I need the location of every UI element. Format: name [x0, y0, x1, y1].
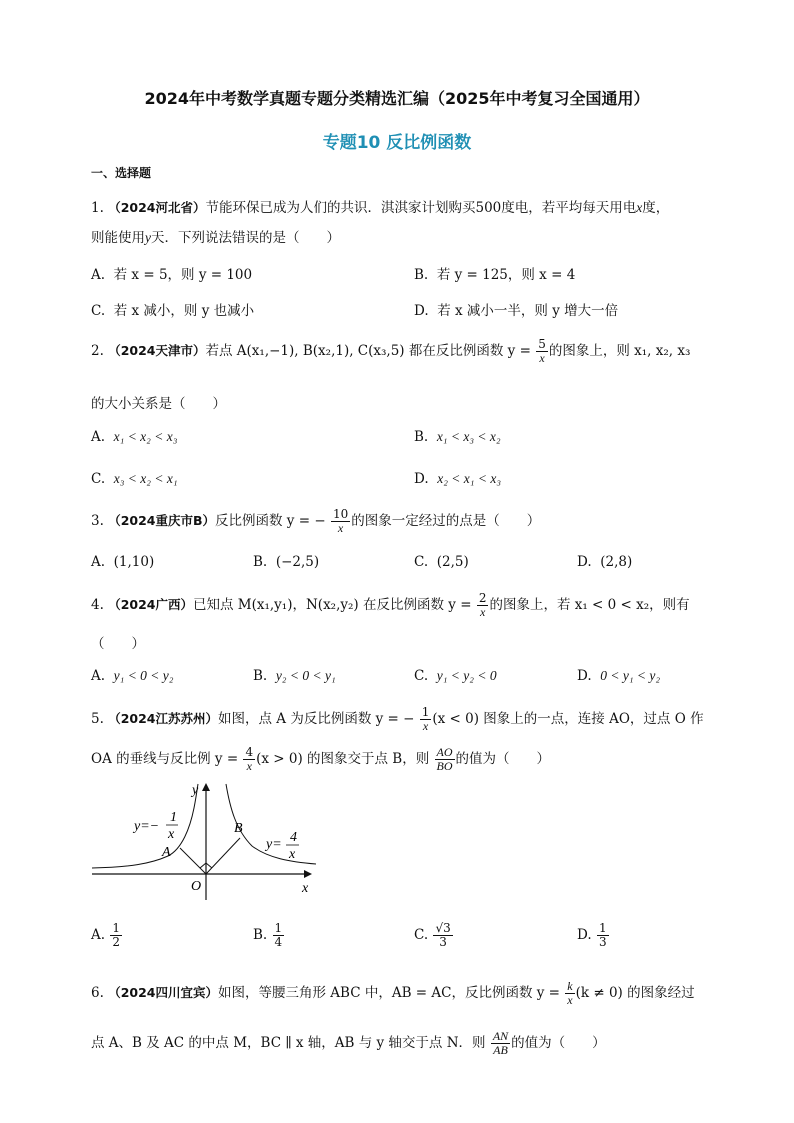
question-1-source: （2024河北省） — [108, 200, 206, 215]
question-2-option-b[interactable]: B. x₁ < x₃ < x₂ — [414, 429, 501, 445]
question-5-option-a[interactable]: A. $\frac{1}{2}$ — [91, 921, 120, 950]
x-axis-arrow — [304, 870, 312, 878]
left-curve-den: x — [168, 827, 175, 842]
segment-ob — [206, 838, 240, 874]
question-4-line-2: （ ） — [91, 636, 145, 652]
question-1-option-b[interactable]: B. 若 y = 125，则 x = 4 — [414, 267, 576, 283]
fraction-10-over-x: $\frac{10}{x}$ — [332, 507, 349, 536]
section-heading: 一、选择题 — [91, 166, 152, 180]
question-5-line-1: 5. （2024江苏苏州）如图，点 A 为反比例函数 y = − $\frac{1}{x}$ (x < 0) 图象上的一点，连接 AO，过点 O 作 — [91, 705, 704, 734]
question-2-option-c[interactable]: C. x₃ < x₂ < x₁ — [91, 471, 178, 487]
page-subtitle: 专题10 反比例函数 — [322, 133, 472, 153]
right-curve-den: x — [289, 847, 296, 862]
question-6-line-2: 点 A、B 及 AC 的中点 M，BC ∥ x 轴，AB 与 y 轴交于点 N．则 $\frac{AN}{AB}$ 的值为（ ） — [91, 1029, 606, 1058]
question-1-option-d[interactable]: D. 若 x 减小一半，则 y 增大一倍 — [414, 303, 619, 319]
fraction-an-over-ab: $\frac{AN}{AB}$ — [492, 1029, 509, 1058]
question-2-source: （2024天津市） — [108, 343, 206, 359]
question-3-option-a[interactable]: A. (1,10) — [91, 554, 155, 570]
question-5-option-d[interactable]: D. $\frac{1}{3}$ — [577, 921, 607, 950]
left-curve-label: y=− — [134, 819, 160, 834]
fraction-1-over-x: $\frac{1}{x}$ — [421, 705, 430, 734]
question-5-line-2: OA 的垂线与反比例 y = $\frac{4}{x}$ (x > 0) 的图象交于点 B，则 $\frac{AO}{BO}$ 的值为（ ） — [91, 745, 551, 774]
question-5-option-c[interactable]: C. $\frac{√3}{3}$ — [414, 921, 451, 950]
question-5-figure — [90, 778, 320, 903]
question-2-line-1: 2. （2024天津市）若点 A(x₁,−1), B(x₂,1), C(x₃,5) 都在反比例函数 y = $\frac{5}{x}$ 的图象上，则 x₁, x₂, x₃ — [91, 337, 691, 366]
question-4-option-c[interactable]: C. y₁ < y₂ < 0 — [414, 668, 497, 684]
question-4-source: （2024广西） — [108, 597, 193, 613]
segment-oa — [180, 848, 206, 874]
x-axis-label: x — [302, 881, 309, 896]
origin-label: O — [191, 879, 202, 894]
question-5-option-b[interactable]: B. $\frac{1}{4}$ — [253, 921, 283, 950]
page-title: 2024年中考数学真题专题分类精选汇编（2025年中考复习全国通用） — [144, 89, 650, 108]
question-4-option-a[interactable]: A. y₁ < 0 < y₂ — [91, 668, 174, 684]
question-3-source: （2024重庆市B） — [108, 513, 216, 529]
question-6-source: （2024四川宜宾） — [108, 985, 218, 1001]
question-4-option-d[interactable]: D. 0 < y₁ < y₂ — [577, 668, 661, 684]
y-axis-label: y — [192, 783, 199, 798]
point-b-label: B — [234, 821, 243, 836]
question-2-option-d[interactable]: D. x₂ < x₁ < x₃ — [414, 471, 502, 487]
fraction-2-over-x: $\frac{2}{x}$ — [478, 591, 487, 620]
right-curve-num: 4 — [290, 830, 297, 845]
fraction-ao-over-bo: $\frac{AO}{BO}$ — [436, 745, 453, 774]
question-5-source: （2024江苏苏州） — [108, 711, 218, 727]
question-2-option-a[interactable]: A. x₁ < x₂ < x₃ — [91, 429, 178, 445]
right-curve-label: y= — [266, 837, 282, 852]
fraction-4-over-x: $\frac{4}{x}$ — [245, 745, 254, 774]
question-3-option-b[interactable]: B. (−2,5) — [253, 554, 320, 570]
question-3-option-d[interactable]: D. (2,8) — [577, 554, 633, 570]
question-1-option-a[interactable]: A. 若 x = 5，则 y = 100 — [91, 267, 253, 283]
question-1-option-c[interactable]: C. 若 x 减小，则 y 也减小 — [91, 303, 255, 319]
fraction-5-over-x: $\frac{5}{x}$ — [538, 337, 546, 366]
question-2-line-2: 的大小关系是（ ） — [91, 396, 226, 412]
left-curve-num: 1 — [170, 810, 177, 825]
question-6-line-1: 6. （2024四川宜宾）如图，等腰三角形 ABC 中，AB = AC，反比例函数 y = $\frac{k}{x}$ (k ≠ 0) 的图象经过 — [91, 979, 695, 1008]
question-3-option-c[interactable]: C. (2,5) — [414, 554, 469, 570]
question-4-option-b[interactable]: B. y₂ < 0 < y₁ — [253, 668, 336, 684]
question-1-line-2: 则能使用y天．下列说法错误的是（ ） — [91, 230, 340, 246]
question-3-line-1: 3. （2024重庆市B）反比例函数 y = − $\frac{10}{x}$ 的图象一定经过的点是（ ） — [91, 507, 541, 536]
y-axis-arrow — [202, 783, 210, 791]
fraction-k-over-x: $\frac{k}{x}$ — [567, 979, 573, 1008]
question-1-line-1: 1. （2024河北省）节能环保已成为人们的共识．淇淇家计划购买500度电，若平均每天用电x度， — [91, 200, 670, 216]
question-4-line-1: 4. （2024广西）已知点 M(x₁,y₁)，N(x₂,y₂) 在反比例函数 y = $\frac{2}{x}$ 的图象上，若 x₁ < 0 < x₂，则有 — [91, 591, 690, 620]
point-a-label: A — [162, 845, 171, 860]
